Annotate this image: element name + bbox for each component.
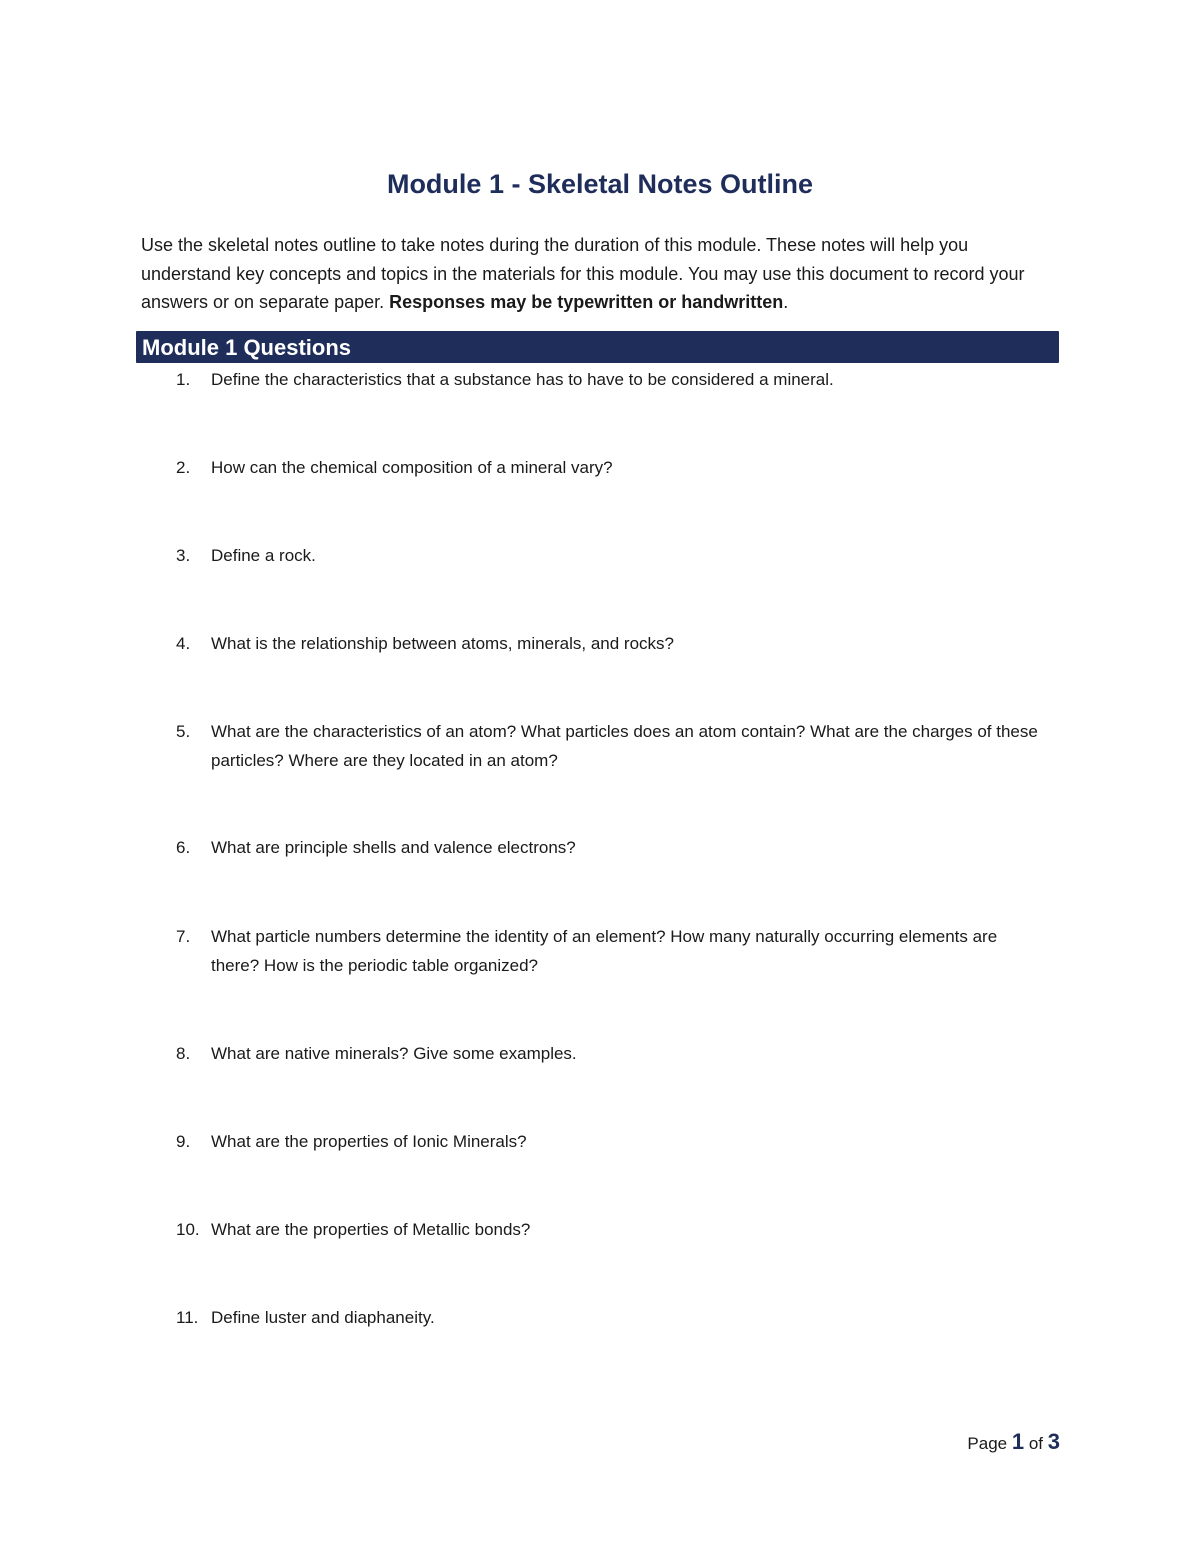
question-number: 5.: [176, 722, 191, 741]
question-number: 3.: [176, 546, 191, 565]
question-text: How can the chemical composition of a mineral vary?: [211, 458, 613, 477]
question-number: 4.: [176, 634, 191, 653]
question-number: 11.: [176, 1308, 199, 1327]
question-number: 2.: [176, 458, 191, 477]
intro-text: Use the skeletal notes outline to take notes during the duration of this module. These notes will help you understand key concepts and topics in the materials for this module. You may use this document to record your answers or on separate paper.: [141, 235, 1025, 312]
intro-end: .: [783, 292, 789, 312]
intro-bold-text: Responses may be typewritten or handwritten: [389, 292, 784, 312]
question-text: Define luster and diaphaneity.: [211, 1308, 435, 1327]
question-text: What are principle shells and valence electrons?: [211, 838, 576, 857]
question-text: What is the relationship between atoms, minerals, and rocks?: [211, 634, 675, 653]
question-number: 10.: [176, 1220, 200, 1239]
total-pages-number: 3: [1047, 1429, 1060, 1454]
question-text: What are the characteristics of an atom? What particles does an atom contain? What are the charges of these particles? Where are they located in an atom?: [211, 722, 1038, 770]
question-number: 8.: [176, 1044, 191, 1063]
current-page-number: 1: [1011, 1429, 1025, 1454]
page-title: Module 1 - Skeletal Notes Outline: [386, 169, 814, 199]
question-text: What particle numbers determine the identity of an element? How many naturally occurring elements are there? How is the periodic table organized?: [211, 927, 998, 975]
question-text: What are the properties of Ionic Minerals?: [211, 1132, 527, 1151]
question-text: What are the properties of Metallic bonds?: [211, 1220, 531, 1239]
question-number: 1.: [176, 370, 191, 389]
page-footer: [967, 1429, 1060, 1457]
question-number: 7.: [176, 927, 191, 946]
section-title: Module 1 Questions: [142, 335, 352, 360]
page-word: Page: [967, 1434, 1008, 1453]
question-text: Define a rock.: [211, 546, 316, 565]
question-text: Define the characteristics that a substance has to have to be considered a mineral.: [211, 370, 834, 389]
question-number: 6.: [176, 838, 191, 857]
of-word: of: [1028, 1434, 1044, 1453]
question-number: 9.: [176, 1132, 191, 1151]
question-text: What are native minerals? Give some examples.: [211, 1044, 577, 1063]
